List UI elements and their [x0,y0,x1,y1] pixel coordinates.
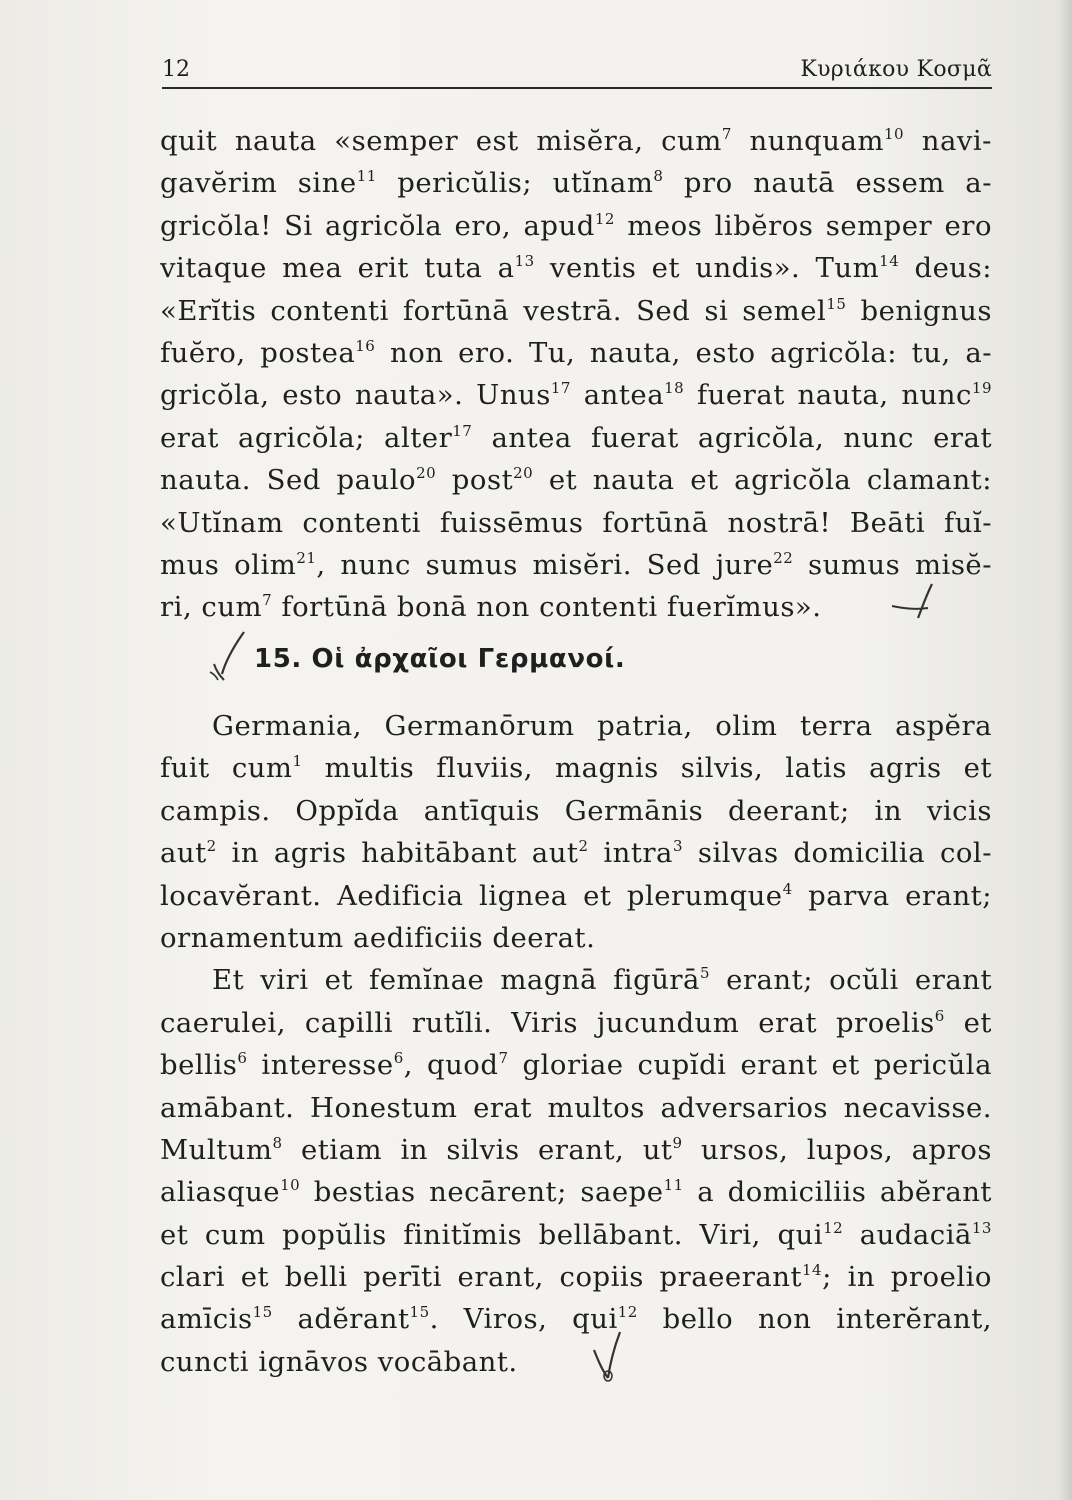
footnote-ref: 4 [782,879,793,898]
footnote-ref: 8 [653,167,664,186]
text-run: amābant. Honestum erat multos adversarios necavisse. [160,1091,992,1124]
text-run: multis fluviis, magnis silvis, latis agris et [302,752,992,785]
text-run: cuncti ignāvos vocābant. [160,1345,518,1378]
footnote-ref: 12 [617,1303,638,1322]
text-run: gricŏla! Si agricŏla ero, apud [160,209,595,242]
text-run: bello non interĕrant, [637,1303,992,1336]
footnote-ref: 11 [663,1176,684,1195]
text-run: gloriae cupĭdi erant et pericŭla [508,1049,992,1082]
text-line [160,162,992,204]
footnote-ref: 2 [578,837,589,856]
text-line [160,417,992,459]
text-line [160,747,992,789]
text-line [160,959,992,1001]
text-line [160,120,992,162]
text-run: fuerat nauta, nunc [684,379,972,412]
footnote-ref: 7 [262,591,273,610]
text-line [160,1171,992,1213]
text-run: amīcis [160,1303,253,1336]
footnote-ref: 8 [272,1133,283,1152]
footnote-ref: 15 [409,1303,430,1322]
text-run: etiam in silvis erant, ut [282,1133,673,1166]
text-line [160,544,992,586]
text-run: . Viros, qui [429,1303,618,1336]
text-line [160,290,992,332]
footnote-ref: 12 [594,209,615,228]
page-header [162,55,992,89]
pen-check-mark [888,578,938,626]
text-line [160,917,992,959]
text-run: «Utĭnam contenti fuissēmus fortūnā nostrā! Beāti fuĭ- [160,506,992,539]
footnote-ref: 5 [699,964,711,983]
text-run: interesse [247,1049,394,1082]
text-run: gavĕrim sine [160,167,357,200]
text-run: quit nauta «semper est misĕra, cum [160,125,722,157]
text-run: nauta. Sed paulo [160,464,417,497]
text-run: parva erant; [792,879,993,912]
passage-nauta-agricola [160,120,992,629]
text-run: clari et belli perīti erant, copiis praeerant [160,1261,803,1294]
text-run: et cum popŭlis finitĭmis bellābant. Viri, qui [160,1218,824,1251]
footnote-ref: 10 [280,1176,301,1195]
footnote-ref: 15 [252,1303,273,1322]
text-run: Germania, Germanōrum patria, olim terra aspĕra [212,710,992,742]
text-run: ; in proelio [822,1261,992,1294]
text-run: ornamentum aedificiis deerat. [160,921,596,954]
text-run: fuit cum [160,752,293,785]
section-heading [212,638,852,682]
text-run: Et viri et femĭnae magnā figūrā [212,964,700,997]
footnote-ref: 20 [513,464,534,483]
text-run: aliasque [160,1176,281,1209]
text-run: antea [570,379,665,412]
text-line [160,502,992,544]
footnote-ref: 13 [514,252,535,271]
text-run: et nauta et agricŏla clamant: [533,464,992,497]
footnote-ref: 20 [416,464,437,483]
text-line [160,790,992,832]
text-line [160,705,992,747]
page-number: 12 [162,57,190,82]
text-run: nunquam [731,125,884,157]
text-run: navi- [904,125,992,157]
footnote-ref: 13 [971,1218,992,1237]
section-title-text: Οἱ ἀρχαῖοι Γερμανοί. [311,644,626,674]
text-run: in agris habitābant aut [216,837,579,870]
text-line [160,1214,992,1256]
text-line [160,1044,992,1086]
text-run: deus: [899,252,993,285]
text-run: , nunc sumus misĕri. Sed jure [316,548,774,581]
text-run: antea fuerat agricŏla, nunc erat [472,421,992,454]
text-line [160,1298,992,1340]
text-run: a domiciliis abĕrant [683,1176,992,1209]
text-run: fuĕro, postea [160,336,356,369]
text-run: pro nautā essem a- [663,167,992,200]
text-run: meos libĕros semper ero [614,209,993,242]
footnote-ref: 14 [802,1261,823,1280]
section-title [254,644,625,674]
passage-ancient-germans [160,705,992,1383]
footnote-ref: 9 [672,1133,683,1152]
footnote-ref: 12 [823,1218,844,1237]
running-head: Κυριάκου Κοσμᾶ [800,57,992,82]
pen-end-mark [588,1328,628,1382]
text-run: ursos, lupos, apros [682,1133,992,1166]
footnote-ref: 17 [550,379,571,398]
text-run: , quod [403,1049,499,1082]
footnote-ref: 22 [773,548,794,567]
text-line [160,374,992,416]
text-line [160,1256,992,1298]
text-line [160,1341,992,1383]
footnote-ref: 1 [292,752,303,771]
text-line [160,832,992,874]
footnote-ref: 18 [664,379,685,398]
text-run: locavĕrant. Aedificia lignea et plerumque [160,879,783,912]
text-line [160,875,992,917]
footnote-ref: 7 [498,1049,509,1068]
text-run: ventis et undis». Tum [534,252,880,285]
text-run: campis. Oppĭda antīquis Germānis deerant; in vicis [160,794,992,827]
text-line [160,1129,992,1171]
text-run: audaciā [843,1218,972,1251]
text-line [160,332,992,374]
footnote-ref: 3 [672,837,683,856]
footnote-ref: 6 [934,1006,945,1025]
text-line [160,1002,992,1044]
text-run: erant; ocŭli erant [710,964,993,997]
page-edge-shadow [1058,0,1072,1500]
footnote-ref: 19 [971,379,992,398]
text-run: sumus misĕ- [793,548,992,581]
footnote-ref: 7 [721,125,732,143]
text-line [160,586,992,628]
text-run: et [944,1006,992,1039]
text-run: aut [160,837,207,870]
text-run: ri, cum [160,591,263,624]
footnote-ref: 14 [879,252,900,271]
section-number: 15. [254,644,302,674]
text-run: Multum [160,1133,273,1166]
text-run: intra [588,837,673,870]
footnote-ref: 6 [393,1049,404,1068]
pen-margin-mark [208,630,252,682]
text-run: benignus [846,294,992,327]
text-run: bellis [160,1049,238,1082]
text-line [160,459,992,501]
footnote-ref: 16 [355,336,376,355]
text-run: fortūnā bonā non contenti fuerĭmus». [272,591,822,624]
footnote-ref: 2 [206,837,217,856]
text-run: erat agricŏla; alter [160,421,453,454]
footnote-ref: 6 [237,1049,248,1068]
text-run: non ero. Tu, nauta, esto agricŏla: tu, a- [375,336,993,369]
text-run: adĕrant [272,1303,410,1336]
footnote-ref: 17 [452,421,473,440]
text-line [160,1087,992,1129]
text-line [160,205,992,247]
text-run: post [436,464,514,497]
footnote-ref: 11 [356,167,377,186]
footnote-ref: 15 [826,294,847,313]
text-line [160,247,992,289]
text-run: gricŏla, esto nauta». Unus [160,379,551,412]
text-run: pericŭlis; utĭnam [376,167,654,200]
text-run: vitaque mea erit tuta a [160,252,515,285]
text-run: silvas domicilia col- [683,837,992,870]
text-run: «Erĭtis contenti fortūnā vestrā. Sed si semel [160,294,827,327]
text-run: bestias necārent; saepe [300,1176,664,1209]
footnote-ref: 10 [883,125,905,143]
text-run: mus olim [160,548,297,581]
text-run: caerulei, capilli rutĭli. Viris jucundum erat proelis [160,1006,935,1039]
footnote-ref: 21 [296,548,317,567]
